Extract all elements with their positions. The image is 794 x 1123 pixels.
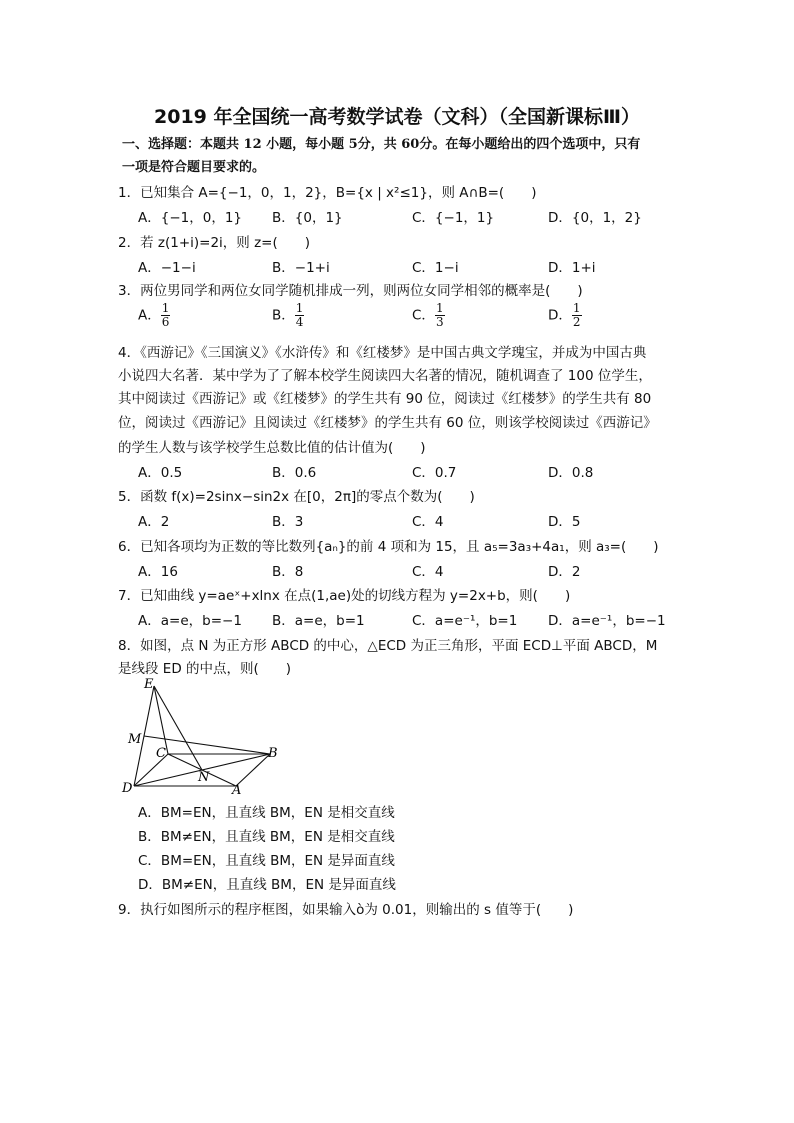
question-2-stem: 2．若 z(1+i)=2i，则 z=( )	[118, 235, 311, 251]
question-2-option-c: C．1−i	[412, 260, 459, 276]
denominator: 3	[435, 315, 444, 329]
denominator: 4	[295, 315, 304, 329]
option-label: D．	[548, 307, 572, 324]
question-6-option-b: B．8	[272, 564, 304, 580]
vertex-label-m: M	[128, 732, 142, 747]
question-8-option-c: C．BM=EN，且直线 BM，EN 是异面直线	[138, 853, 395, 869]
question-4-stem-line3: 其中阅读过《西游记》或《红楼梦》的学生共有 90 位，阅读过《红楼梦》的学生共有 80	[118, 391, 652, 407]
numerator: 1	[572, 301, 581, 315]
question-4-stem-line1: 4．《西游记》《三国演义》《水浒传》和《红楼梦》是中国古典文学瑰宝，并成为中国古典	[118, 345, 647, 361]
geometry-figure	[118, 676, 288, 796]
question-4-option-d: D．0.8	[548, 465, 594, 481]
question-8-stem-line1: 8．如图，点 N 为正方形 ABCD 的中心，△ECD 为正三角形，平面 ECD⊥平面 ABCD，M	[118, 638, 658, 654]
question-2-option-d: D．1+i	[548, 260, 596, 276]
question-1-stem: 1．已知集合 A={−1，0，1，2}，B={x | x²≤1}，则 A∩B=( )	[118, 185, 537, 201]
question-5-stem: 5．函数 f(x)=2sinx−sin2x 在[0，2π]的零点个数为( )	[118, 489, 475, 505]
vertex-label-e: E	[144, 677, 154, 692]
question-6-option-a: A．16	[138, 564, 178, 580]
option-label: C．	[412, 307, 435, 324]
question-1-option-d: D．{0，1，2}	[548, 210, 642, 226]
question-7-option-b: B．a=e，b=1	[272, 613, 365, 629]
vertex-label-a: A	[232, 783, 242, 796]
question-5-option-b: B．3	[272, 514, 304, 530]
question-5-option-a: A．2	[138, 514, 170, 530]
edge-ec	[154, 686, 168, 754]
question-3-stem: 3．两位男同学和两位女同学随机排成一列，则两位女同学相邻的概率是( )	[118, 283, 583, 299]
numerator: 1	[435, 301, 444, 315]
fraction	[295, 302, 305, 329]
denominator: 2	[572, 315, 581, 329]
vertex-label-d: D	[122, 781, 133, 796]
question-6-option-d: D．2	[548, 564, 581, 580]
page-title: 2019 年全国统一高考数学试卷（文科）（全国新课标Ⅲ）	[154, 106, 640, 128]
question-1-option-a: A．{−1，0，1}	[138, 210, 242, 226]
vertex-label-c: C	[156, 746, 166, 761]
question-8-option-a: A．BM=EN，且直线 BM，EN 是相交直线	[138, 805, 395, 821]
question-4-option-a: A．0.5	[138, 465, 183, 481]
fraction	[435, 302, 445, 329]
numerator: 1	[295, 301, 304, 315]
section-header-line1: 一、选择题：本题共 12 小题，每小题 5分，共 60分。在每小题给出的四个选项中，只有	[122, 137, 641, 152]
question-3-option-a	[138, 302, 170, 329]
numerator: 1	[161, 301, 170, 315]
question-8-option-d: D．BM≠EN，且直线 BM，EN 是异面直线	[138, 877, 396, 893]
fraction	[161, 302, 171, 329]
section-header-line2: 一项是符合题目要求的。	[122, 160, 266, 175]
question-4-stem-line5: 的学生人数与该学校学生总数比值的估计值为( )	[118, 440, 426, 456]
question-3-option-c	[412, 302, 445, 329]
question-4-stem-line4: 位，阅读过《西游记》且阅读过《红楼梦》的学生共有 60 位，则该学校阅读过《西游记》	[118, 415, 657, 431]
question-7-stem: 7．已知曲线 y=aeˣ+xlnx 在点(1,ae)处的切线方程为 y=2x+b，则( )	[118, 588, 571, 604]
vertex-label-n: N	[198, 770, 210, 785]
question-3-option-b	[272, 302, 304, 329]
question-4-stem-line2: 小说四大名著．某中学为了了解本校学生阅读四大名著的情况，随机调查了 100 位学生，	[118, 368, 652, 384]
question-9-stem: 9．执行如图所示的程序框图，如果输入ò为 0.01，则输出的 s 值等于( )	[118, 902, 574, 918]
edge-ab	[236, 754, 270, 786]
denominator: 6	[161, 315, 170, 329]
question-7-option-c: C．a=e⁻¹，b=1	[412, 613, 518, 629]
question-8-stem-line2: 是线段 ED 的中点，则( )	[118, 661, 292, 677]
question-6-option-c: C．4	[412, 564, 444, 580]
option-label: B．	[272, 307, 295, 324]
question-1-option-b: B．{0，1}	[272, 210, 343, 226]
fraction	[572, 302, 582, 329]
vertex-label-b: B	[268, 746, 278, 761]
question-3-option-d	[548, 302, 582, 329]
question-1-option-c: C．{−1，1}	[412, 210, 495, 226]
question-5-option-d: D．5	[548, 514, 581, 530]
question-5-option-c: C．4	[412, 514, 444, 530]
question-4-option-c: C．0.7	[412, 465, 457, 481]
question-4-option-b: B．0.6	[272, 465, 317, 481]
question-2-option-b: B．−1+i	[272, 260, 330, 276]
question-7-option-d: D．a=e⁻¹，b=−1	[548, 613, 666, 629]
question-2-option-a: A．−1−i	[138, 260, 196, 276]
question-7-option-a: A．a=e，b=−1	[138, 613, 242, 629]
option-label: A．	[138, 307, 161, 324]
question-8-option-b: B．BM≠EN，且直线 BM，EN 是相交直线	[138, 829, 395, 845]
question-6-stem: 6．已知各项均为正数的等比数列{aₙ}的前 4 项和为 15，且 a₅=3a₃+4a₁，则 a₃=( )	[118, 539, 659, 555]
